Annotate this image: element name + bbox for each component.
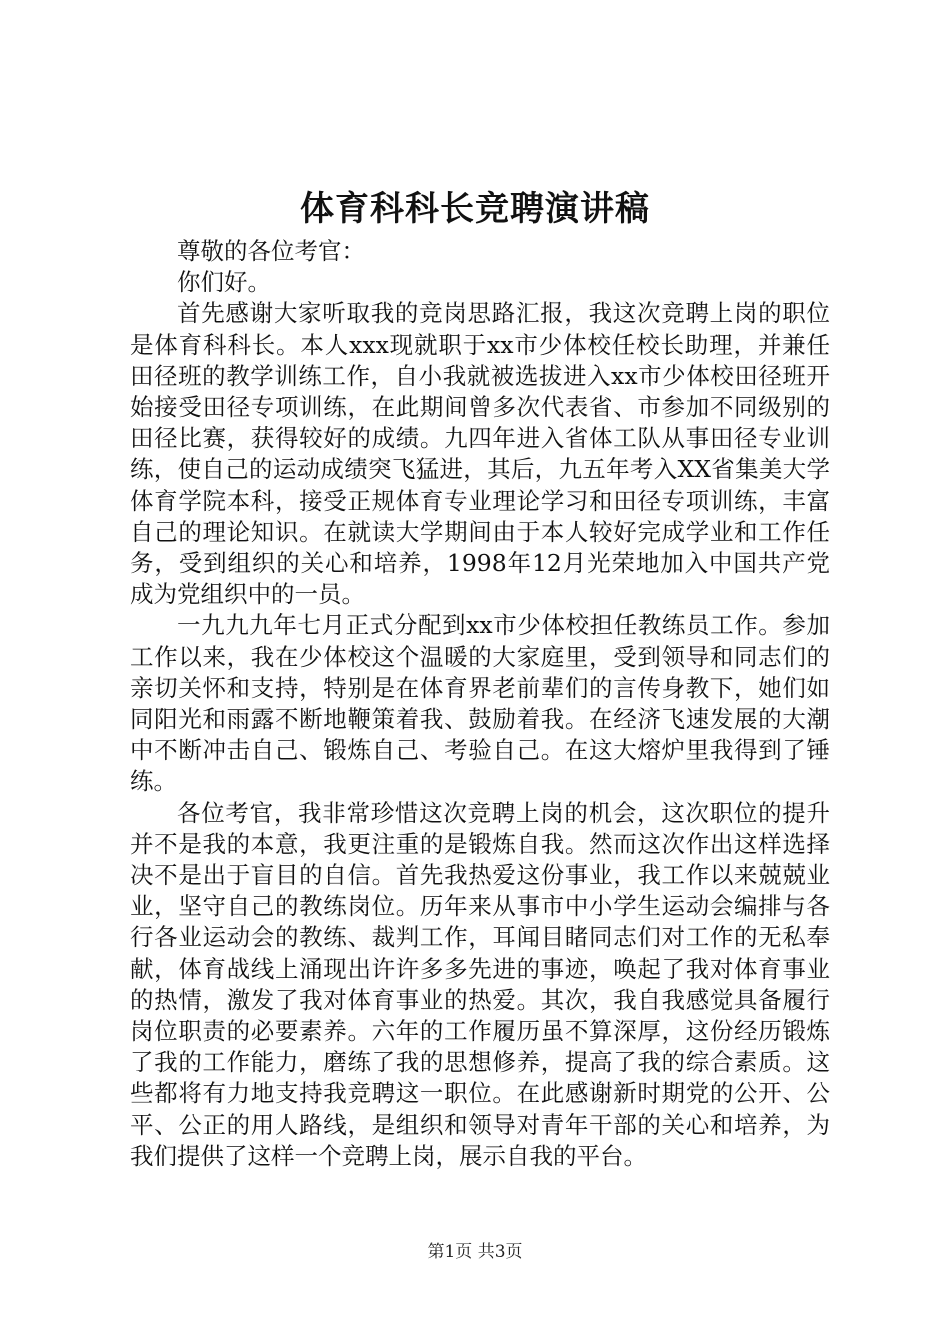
paragraph-motivation: 各位考官，我非常珍惜这次竞聘上岗的机会，这次职位的提升并不是我的本意，我更注重的是锻炼自我。然而这次作出这样选择决不是出于盲目的自信。首先我热爱这份事业，我工作以来兢兢业业，坚守自己的教练岗位。历年来从事市中小学生运动会编排与各行各业运动会的教练、裁判工作，耳闻目睹同志们对工作的无私奉献，体育战线上涌现出许许多多先进的事迹，唤起了我对体育事业的热情，激发了我对体育事业的热爱。其次，我自我感觉具备履行岗位职责的必要素养。六年的工作履历虽不算深厚，这份经历锻炼了我的工作能力，磨练了我的思想修养，提高了我的综合素质。这些都将有力地支持我竞聘这一职位。在此感谢新时期党的公开、公平、公正的用人路线，是组织和领导对青年干部的关心和培养，为我们提供了这样一个竞聘上岗，展示自我的平台。 (130, 798, 830, 1170)
document-title: 体育科科长竞聘演讲稿 (300, 189, 650, 229)
salutation-line: 尊敬的各位考官： (177, 237, 365, 265)
document-body (130, 236, 830, 1172)
page-number-footer: 第1页 共3页 (427, 1242, 523, 1262)
paragraph-introduction: 首先感谢大家听取我的竞岗思路汇报，我这次竞聘上岗的职位是体育科科长。本人xxx现就职于xx市少体校任校长助理，并兼任田径班的教学训练工作，自小我就被选拔进入xx市少体校田径班开始接受田径专项训练，在此期间曾多次代表省、市参加不同级别的田径比赛，获得较好的成绩。九四年进入省体工队从事田径专业训练，使自己的运动成绩突飞猛进，其后，九五年考入XX省集美大学体育学院本科，接受正规体育专业理论学习和田径专项训练，丰富自己的理论知识。在就读大学期间由于本人较好完成学业和工作任务，受到组织的关心和培养，1998年12月光荣地加入中国共产党成为党组织中的一员。 (130, 299, 830, 609)
greeting-line: 你们好。 (177, 268, 271, 297)
paragraph-work-history: 一九九九年七月正式分配到xx市少体校担任教练员工作。参加工作以来，我在少体校这个温暖的大家庭里，受到领导和同志们的亲切关怀和支持，特别是在体育界老前辈们的言传身教下，她们如同阳光和雨露不断地鞭策着我、鼓励着我。在经济飞速发展的大潮中不断冲击自己、锻炼自己、考验自己。在这大熔炉里我得到了锤练。 (130, 611, 830, 796)
